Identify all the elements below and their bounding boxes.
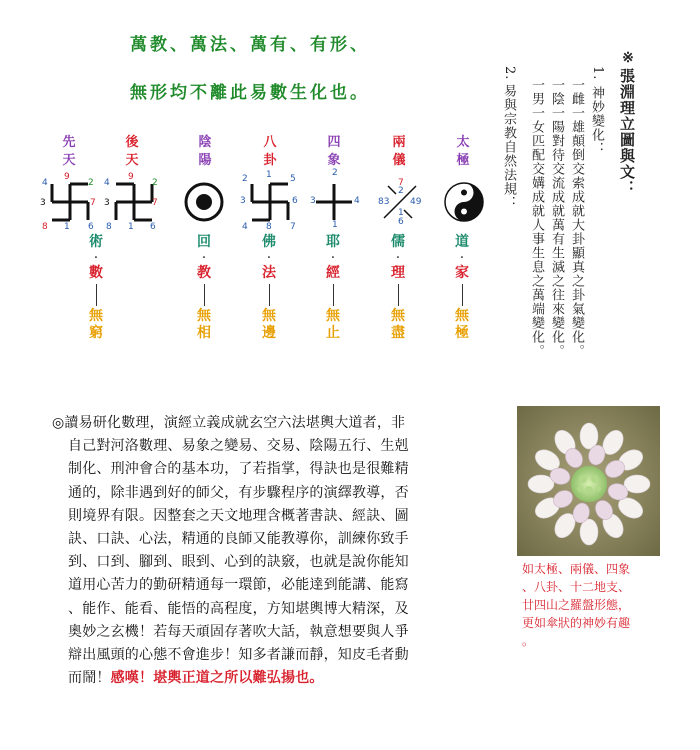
xiantian-swastika-icon (48, 180, 92, 224)
body-line: 訣、口訣、心法，精通的良師又能教導你，訓練你致手 (68, 531, 409, 548)
houtian-swastika-icon (112, 180, 156, 224)
sixiang-cross-icon (312, 180, 356, 224)
label-xiantian: 先 天 (62, 135, 76, 168)
notes-title: 張淵理立圖與文： (618, 68, 636, 196)
body-line: 奧妙之玄機！若每天頑固存著吹大話，執意想要與人爭 (68, 623, 409, 640)
ly-num-l: 83 (378, 197, 390, 207)
xt-num-bm: 1 (64, 222, 70, 232)
note-2-number: 2. (502, 66, 517, 81)
bagua-swastika-icon (248, 180, 292, 224)
xt-num-mr: 7 (90, 198, 96, 208)
label-liangyi: 兩 儀 (392, 135, 406, 168)
sx-num-t: 2 (332, 168, 338, 178)
ht-num-br: 6 (150, 222, 156, 232)
xt-num-ml: 3 (40, 198, 46, 208)
notes-title-mark: ※ (620, 50, 636, 67)
chain-dao: 道 · 家 無 極 (455, 234, 469, 341)
xt-num-bl: 8 (42, 222, 48, 232)
ly-num-r: 49 (410, 197, 422, 207)
note-1-line-3: 一陰一陽對待交流成就萬有生滅之往來變化。 (549, 78, 564, 358)
body-line: 則境界有限。因整套之天文地理含概著書訣、經訣、圖 (68, 507, 409, 524)
bg-num-br: 7 (290, 222, 296, 232)
label-sixiang: 四 象 (327, 135, 341, 168)
header-line-1: 萬教、萬法、萬有、有形、 (130, 35, 370, 55)
ht-num-tr: 2 (152, 178, 158, 188)
chain-hui: 回 · 教 無 相 (197, 234, 211, 341)
taiji-yinyang-icon (442, 180, 486, 224)
chain-ye: 耶 · 經 無 止 (326, 234, 340, 341)
body-line: 道用心苦力的勤研精通每一環節，必能達到能講、能寫 (68, 577, 409, 594)
xt-num-br: 6 (88, 222, 94, 232)
xt-num-tr: 2 (88, 178, 94, 188)
photo-caption: 如太極、兩儀、四象 、八卦、十二地支、 廿四山之羅盤形態， 更如傘狀的神妙有趣 。 (522, 562, 631, 648)
note-1-line-2: 一雌一雄顛倒交索成就大卦顯真之卦氣變化。 (569, 78, 584, 358)
label-yinyang: 陰 陽 (198, 135, 212, 168)
bg-num-ml: 3 (240, 196, 246, 206)
bg-num-bl: 4 (242, 222, 248, 232)
body-line: 通的，除非遇到好的師父，有步驟程序的演繹教導，否 (68, 484, 409, 501)
note-1-line-4: 一男一女匹配交媾成就人事生息之萬端變化。 (529, 78, 544, 358)
body-line: 自己對河洛數理、易象之變易、交易、陰陽五行、生剋 (68, 438, 409, 455)
chain-ru: 儒 · 理 無 盡 (391, 234, 405, 341)
xt-num-tm: 9 (64, 172, 70, 182)
label-bagua: 八 卦 (263, 135, 277, 168)
bg-num-bm: 8 (266, 222, 272, 232)
body-line: 辯出風頭的心態不會進步！知多者謙而靜，知皮毛者動 (68, 647, 409, 664)
label-houtian: 後 天 (125, 135, 139, 168)
body-line: 到、口到、腳到、眼到、心到的訣竅，也就是說你能知 (68, 554, 409, 571)
header-line-2: 無形均不離此易數生化也。 (130, 83, 370, 103)
body-line: ◎讀易研化數理，演經立義成就玄空六法堪輿大道者，非 (52, 415, 406, 431)
bg-num-tl: 2 (242, 174, 248, 184)
ht-num-bm: 1 (128, 222, 134, 232)
ht-num-bl: 8 (106, 222, 112, 232)
sx-num-b: 1 (332, 220, 338, 230)
body-last-line: 而鬧！感嘆！堪輿正道之所以難弘揚也。 (68, 670, 324, 687)
ly-num-t2: 2 (398, 186, 404, 196)
lament-text: 感嘆！堪輿正道之所以難弘揚也。 (110, 670, 324, 687)
ly-num-b: 1 (398, 208, 404, 218)
bg-num-mr: 6 (292, 196, 298, 206)
ly-num-b2: 6 (398, 217, 404, 227)
yinyang-dot-circle-icon (182, 180, 226, 224)
body-paragraph (52, 412, 510, 690)
note-1-line-1: 神妙變化： (589, 86, 604, 156)
ht-num-mr: 7 (152, 198, 158, 208)
ht-num-tl: 4 (104, 178, 110, 188)
body-line: 制化、刑沖會合的基本功，了若指掌，得訣也是很難精 (68, 461, 409, 478)
ht-num-ml: 3 (104, 198, 110, 208)
sx-num-r: 4 (354, 196, 360, 206)
ht-num-tm: 9 (128, 172, 134, 182)
ly-num-t: 7 (398, 178, 404, 188)
chain-shu: 術 · 數 無 窮 (89, 234, 103, 341)
bg-num-tr: 5 (290, 174, 296, 184)
bg-num-tm: 1 (266, 170, 272, 180)
flower-photo (517, 406, 660, 556)
xt-num-tl: 4 (42, 178, 48, 188)
sx-num-l: 3 (310, 196, 316, 206)
body-line: 、能作、能看、能悟的高程度，方知堪輿博大精深，及 (68, 600, 409, 617)
label-taiji: 太 極 (456, 135, 470, 168)
note-1-number: 1. (590, 66, 605, 81)
chain-fo: 佛 · 法 無 邊 (262, 234, 276, 341)
note-2-line-1: 易與宗教自然法規： (501, 84, 516, 210)
